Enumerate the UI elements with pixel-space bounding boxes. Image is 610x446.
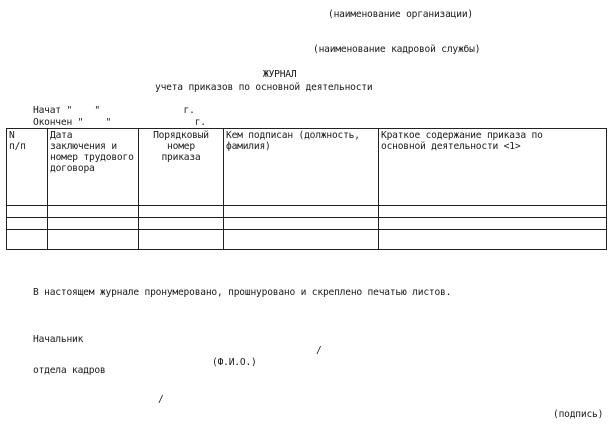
col-header-contract-date: Дата заключения и номер трудового договора bbox=[48, 129, 139, 206]
signature-label: (подпись) bbox=[553, 409, 604, 420]
col-header-order-number: Порядковый номер приказа bbox=[139, 129, 224, 206]
table-cell bbox=[224, 206, 379, 218]
table-cell bbox=[7, 230, 48, 250]
col-header-signed-by: Кем подписан (должность, фамилия) bbox=[224, 129, 379, 206]
table-cell bbox=[139, 230, 224, 250]
table-cell bbox=[48, 218, 139, 230]
hr-service-label: (наименование кадровой службы) bbox=[313, 44, 481, 55]
org-name-label: (наименование организации) bbox=[328, 9, 473, 20]
table-cell bbox=[7, 218, 48, 230]
department-title: отдела кадров bbox=[33, 365, 106, 376]
col-header-number: N п/п bbox=[7, 129, 48, 206]
certification-text: В настоящем журнале пронумеровано, прошнуровано и скреплено печатью листов. bbox=[33, 287, 452, 298]
col-header-summary: Краткое содержание приказа по основной деятельности <1> bbox=[379, 129, 607, 206]
fio-label: (Ф.И.О.) bbox=[212, 357, 257, 368]
signature-slash: / bbox=[158, 394, 164, 405]
table-cell bbox=[224, 218, 379, 230]
table-row bbox=[7, 230, 607, 250]
table-cell bbox=[139, 206, 224, 218]
journal-title: ЖУРНАЛ bbox=[263, 69, 297, 80]
table-row bbox=[7, 218, 607, 230]
finished-line: Окончен " " г. bbox=[33, 117, 206, 128]
table-cell bbox=[379, 206, 607, 218]
table-row bbox=[7, 206, 607, 218]
table-cell bbox=[48, 206, 139, 218]
table-cell bbox=[224, 230, 379, 250]
signature-slash: / bbox=[316, 345, 322, 356]
table-cell bbox=[48, 230, 139, 250]
journal-table bbox=[6, 128, 607, 250]
table-header-row bbox=[7, 129, 607, 206]
started-line: Начат " " г. bbox=[33, 105, 195, 116]
position-title: Начальник bbox=[33, 334, 84, 345]
table-cell bbox=[379, 218, 607, 230]
table-cell bbox=[139, 218, 224, 230]
table-cell bbox=[7, 206, 48, 218]
table-cell bbox=[379, 230, 607, 250]
journal-subtitle: учета приказов по основной деятельности bbox=[155, 82, 373, 93]
